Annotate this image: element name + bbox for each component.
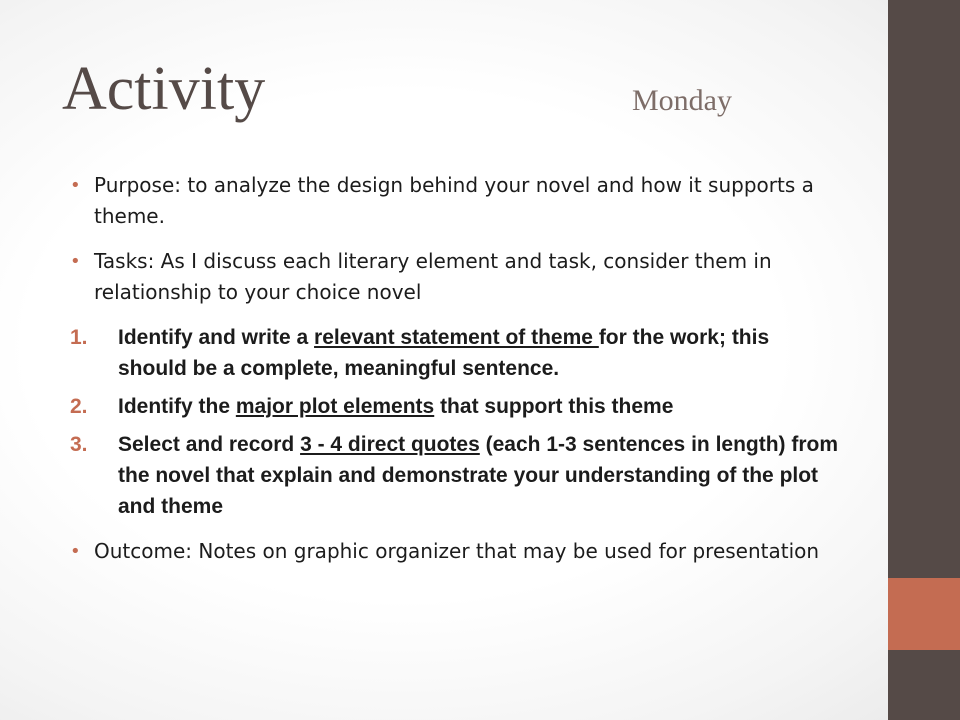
step-2-text-a: Identify the bbox=[118, 395, 236, 418]
step-2-number: 2. bbox=[70, 395, 88, 418]
bullet-icon: • bbox=[70, 541, 81, 562]
step-2-text-b: that support this theme bbox=[434, 395, 674, 418]
slide-title: Activity bbox=[62, 55, 266, 123]
step-3-number: 3. bbox=[70, 433, 88, 456]
bullet-outcome-text: Outcome: Notes on graphic organizer that may be used for presentation bbox=[94, 539, 820, 563]
bullet-purpose bbox=[70, 170, 840, 232]
bullet-purpose-text: Purpose: to analyze the design behind your novel and how it supports a theme. bbox=[94, 173, 814, 228]
bullet-icon: • bbox=[70, 175, 81, 196]
step-3-text-b: (each 1-3 sentences in length) from the novel that explain and demonstrate your understanding of the plot and theme bbox=[118, 433, 839, 518]
slide-content bbox=[70, 170, 840, 581]
bullet-outcome bbox=[70, 536, 840, 567]
bullet-tasks-text: Tasks: As I discuss each literary element and task, consider them in relationship to your choice novel bbox=[94, 249, 772, 304]
step-3-text-a: Select and record bbox=[118, 433, 301, 456]
step-1-text-b: for the work; this should be a complete, meaningful sentence. bbox=[118, 326, 770, 380]
task-step-3 bbox=[70, 429, 840, 522]
decorative-accent-block bbox=[888, 578, 960, 650]
step-2-underlined: major plot elements bbox=[235, 395, 435, 418]
task-step-2 bbox=[70, 391, 840, 422]
step-1-number: 1. bbox=[70, 326, 88, 349]
step-1-underlined: relevant statement of theme bbox=[314, 326, 599, 349]
slide-subtitle: Monday bbox=[632, 84, 732, 117]
task-step-1 bbox=[70, 322, 840, 384]
bullet-icon: • bbox=[70, 251, 81, 272]
bullet-tasks bbox=[70, 246, 840, 308]
step-3-underlined: 3 - 4 direct quotes bbox=[300, 433, 480, 456]
step-1-text-a: Identify and write a bbox=[118, 326, 315, 349]
